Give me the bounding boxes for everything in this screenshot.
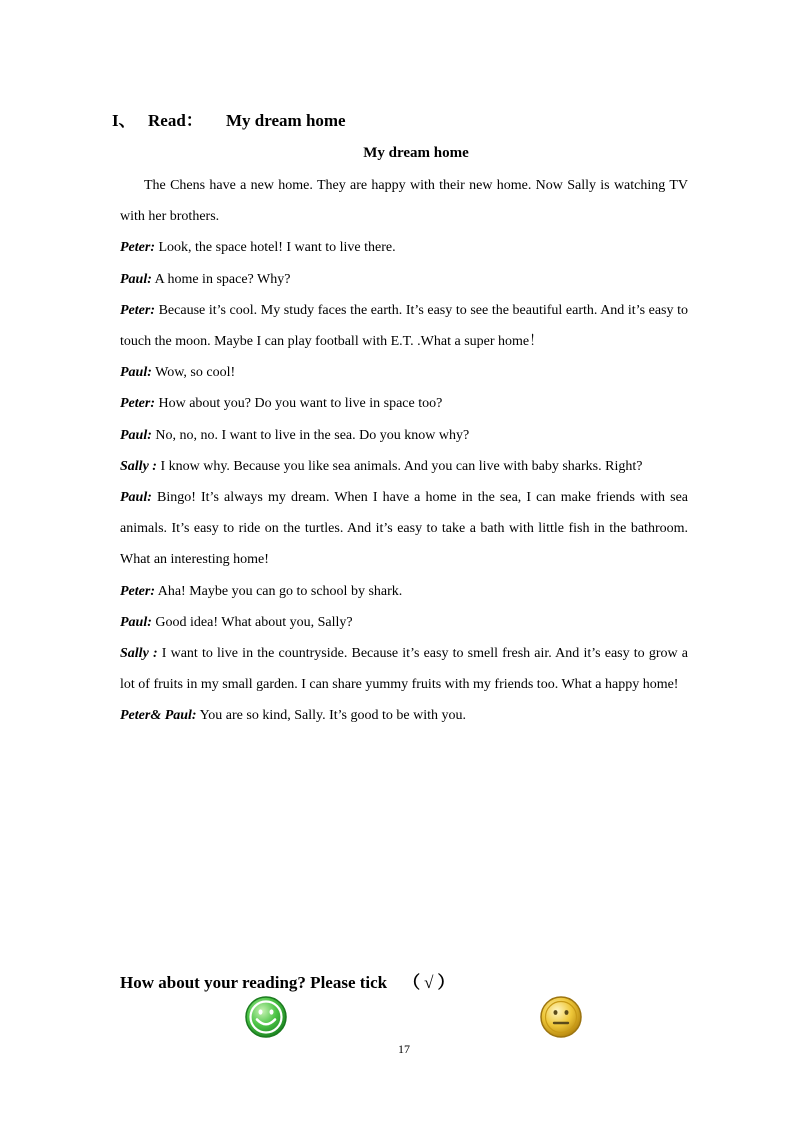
dialogue-text: You are so kind, Sally. It’s good to be with you. [196, 708, 466, 724]
speaker-name: Paul: [120, 271, 152, 287]
section-heading [112, 106, 346, 131]
smiley-neutral-icon[interactable] [539, 995, 583, 1039]
section-label: Read： [148, 111, 203, 130]
speaker-name: Paul: [120, 427, 152, 443]
dialogue-line [120, 482, 688, 576]
speaker-name: Peter: [120, 240, 155, 256]
dialogue-line [120, 357, 688, 388]
dialogue-text: Wow, so cool! [151, 365, 236, 381]
smiley-happy-icon[interactable] [244, 995, 288, 1039]
speaker-name: Sally : [120, 458, 157, 474]
page-number: 17 [398, 1042, 410, 1056]
speaker-name: Peter: [120, 583, 155, 599]
dialogue-line [120, 420, 688, 451]
dialogue-text: Look, the space hotel! I want to live there. [154, 240, 396, 256]
dialogue-text: I know why. Because you like sea animals. And you can live with baby sharks. Right? [156, 458, 643, 474]
section-number: I、 [112, 111, 136, 130]
speaker-name: Paul: [120, 490, 152, 506]
dialogue-text: Aha! Maybe you can go to school by shark. [154, 583, 403, 599]
passage-title: My dream home [363, 145, 469, 161]
dialogue-text: A home in space? Why? [151, 271, 291, 287]
speaker-name: Paul: [120, 614, 152, 630]
dialogue-line [120, 232, 688, 263]
tick-box: （√） [403, 973, 459, 992]
dialogue-text: Because it’s cool. My study faces the earth. It’s easy to see the beautiful earth. And it’s easy to touch the moon. Maybe I can play football with E.T. .What a super home！ [120, 302, 688, 350]
speaker-name: Paul: [120, 365, 152, 381]
dialogue-line [120, 451, 688, 482]
dialogue-text: Good idea! What about you, Sally? [151, 614, 353, 630]
speaker-name: Peter: [120, 302, 155, 318]
speaker-name: Peter: [120, 396, 155, 412]
dialogue-text: Bingo! It’s always my dream. When I have a home in the sea, I can make friends with sea animals. It’s easy to ride on the turtles. And it’s easy to take a bath with little fish in the bathroom. What an interesting home! [120, 490, 688, 568]
dialogue-line [120, 576, 688, 607]
dialogue-text: No, no, no. I want to live in the sea. Do you know why? [151, 427, 470, 443]
self-check-text: How about your reading? Please tick [120, 973, 388, 992]
dialogue-line [120, 295, 688, 357]
dialogue-line [120, 388, 688, 419]
reading-passage [120, 170, 688, 732]
dialogue-text: I want to live in the countryside. Because it’s easy to smell fresh air. And it’s easy to grow a lot of fruits in my small garden. I can share yummy fruits with my friends too. What a happy home! [120, 646, 688, 693]
dialogue-line [120, 700, 688, 731]
speaker-name: Sally : [120, 646, 158, 662]
speaker-name: Peter& Paul: [120, 708, 197, 724]
dialogue-text: How about you? Do you want to live in space too? [154, 396, 443, 412]
section-title: My dream home [226, 111, 346, 130]
dialogue-line [120, 607, 688, 638]
intro-paragraph: The Chens have a new home. They are happy with their new home. Now Sally is watching TV with her brothers. [120, 178, 688, 225]
dialogue-line [120, 264, 688, 295]
self-check-prompt [120, 968, 458, 993]
dialogue-line [120, 638, 688, 700]
